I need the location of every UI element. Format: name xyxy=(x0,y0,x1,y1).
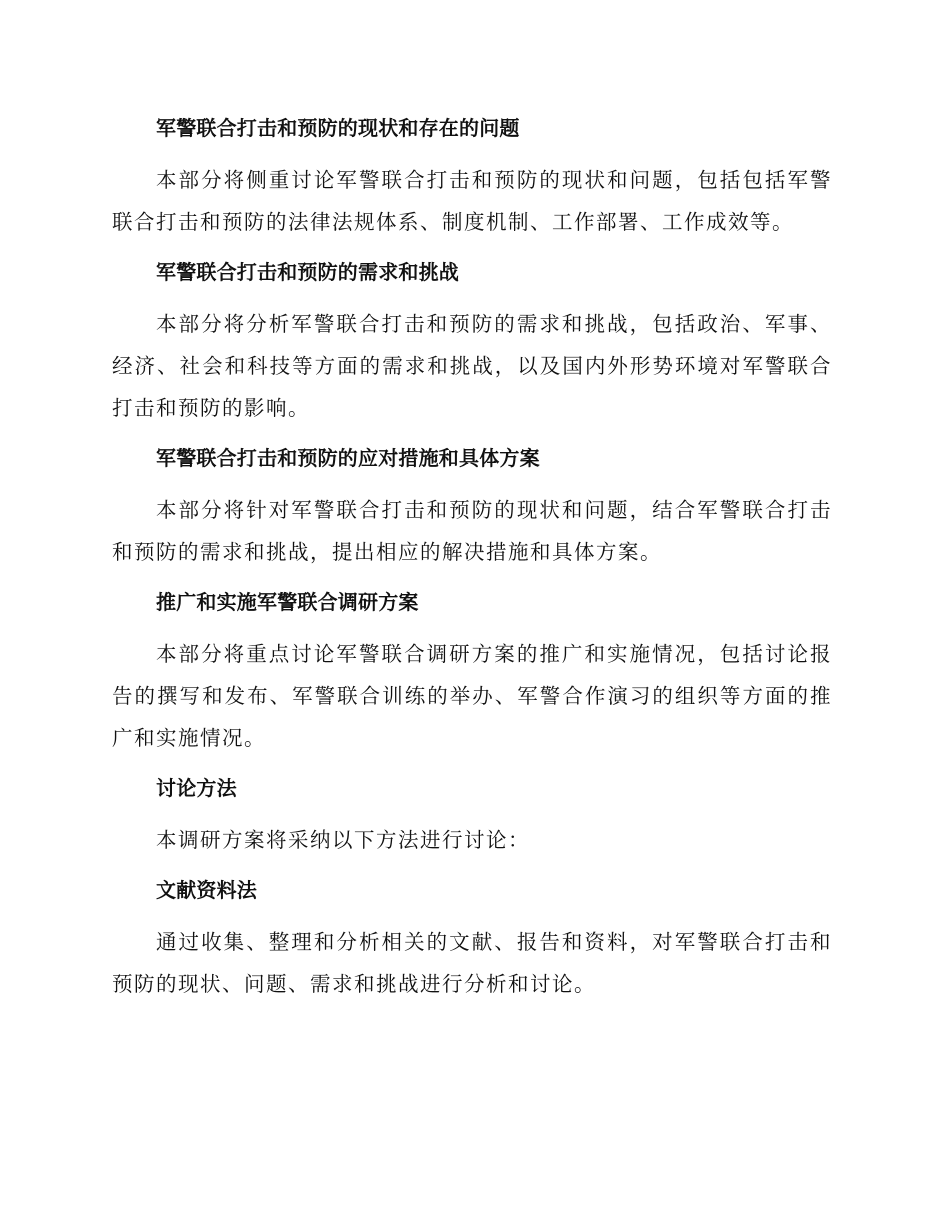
section-needs-challenges xyxy=(112,252,832,429)
section-measures-plans xyxy=(112,438,832,573)
section-heading: 讨论方法 xyxy=(156,776,237,800)
section-paragraph: 本部分将重点讨论军警联合调研方案的推广和实施情况，包括讨论报告的撰写和发布、军警联合训练的举办、军警合作演习的组织等方面的推广和实施情况。 xyxy=(112,642,832,750)
section-paragraph: 本部分将针对军警联合打击和预防的现状和问题，结合军警联合打击和预防的需求和挑战，提出相应的解决措施和具体方案。 xyxy=(112,498,832,564)
section-literature-method xyxy=(112,870,832,1005)
section-heading: 军警联合打击和预防的应对措施和具体方案 xyxy=(156,446,540,470)
section-paragraph: 通过收集、整理和分析相关的文献、报告和资料，对军警联合打击和预防的现状、问题、需求和挑战进行分析和讨论。 xyxy=(112,930,832,996)
document-page xyxy=(112,108,832,1014)
section-heading: 推广和实施军警联合调研方案 xyxy=(156,590,419,614)
section-heading: 军警联合打击和预防的需求和挑战 xyxy=(156,260,459,284)
section-heading: 文献资料法 xyxy=(156,878,257,902)
section-paragraph: 本调研方案将采纳以下方法进行讨论： xyxy=(156,828,530,852)
section-heading: 军警联合打击和预防的现状和存在的问题 xyxy=(156,116,520,140)
section-paragraph: 本部分将分析军警联合打击和预防的需求和挑战，包括政治、军事、经济、社会和科技等方面的需求和挑战，以及国内外形势环境对军警联合打击和预防的影响。 xyxy=(112,312,832,420)
section-methods xyxy=(112,768,832,861)
section-current-status xyxy=(112,108,832,243)
section-promotion xyxy=(112,582,832,759)
section-paragraph: 本部分将侧重讨论军警联合打击和预防的现状和问题，包括包括军警联合打击和预防的法律法规体系、制度机制、工作部署、工作成效等。 xyxy=(112,168,832,234)
